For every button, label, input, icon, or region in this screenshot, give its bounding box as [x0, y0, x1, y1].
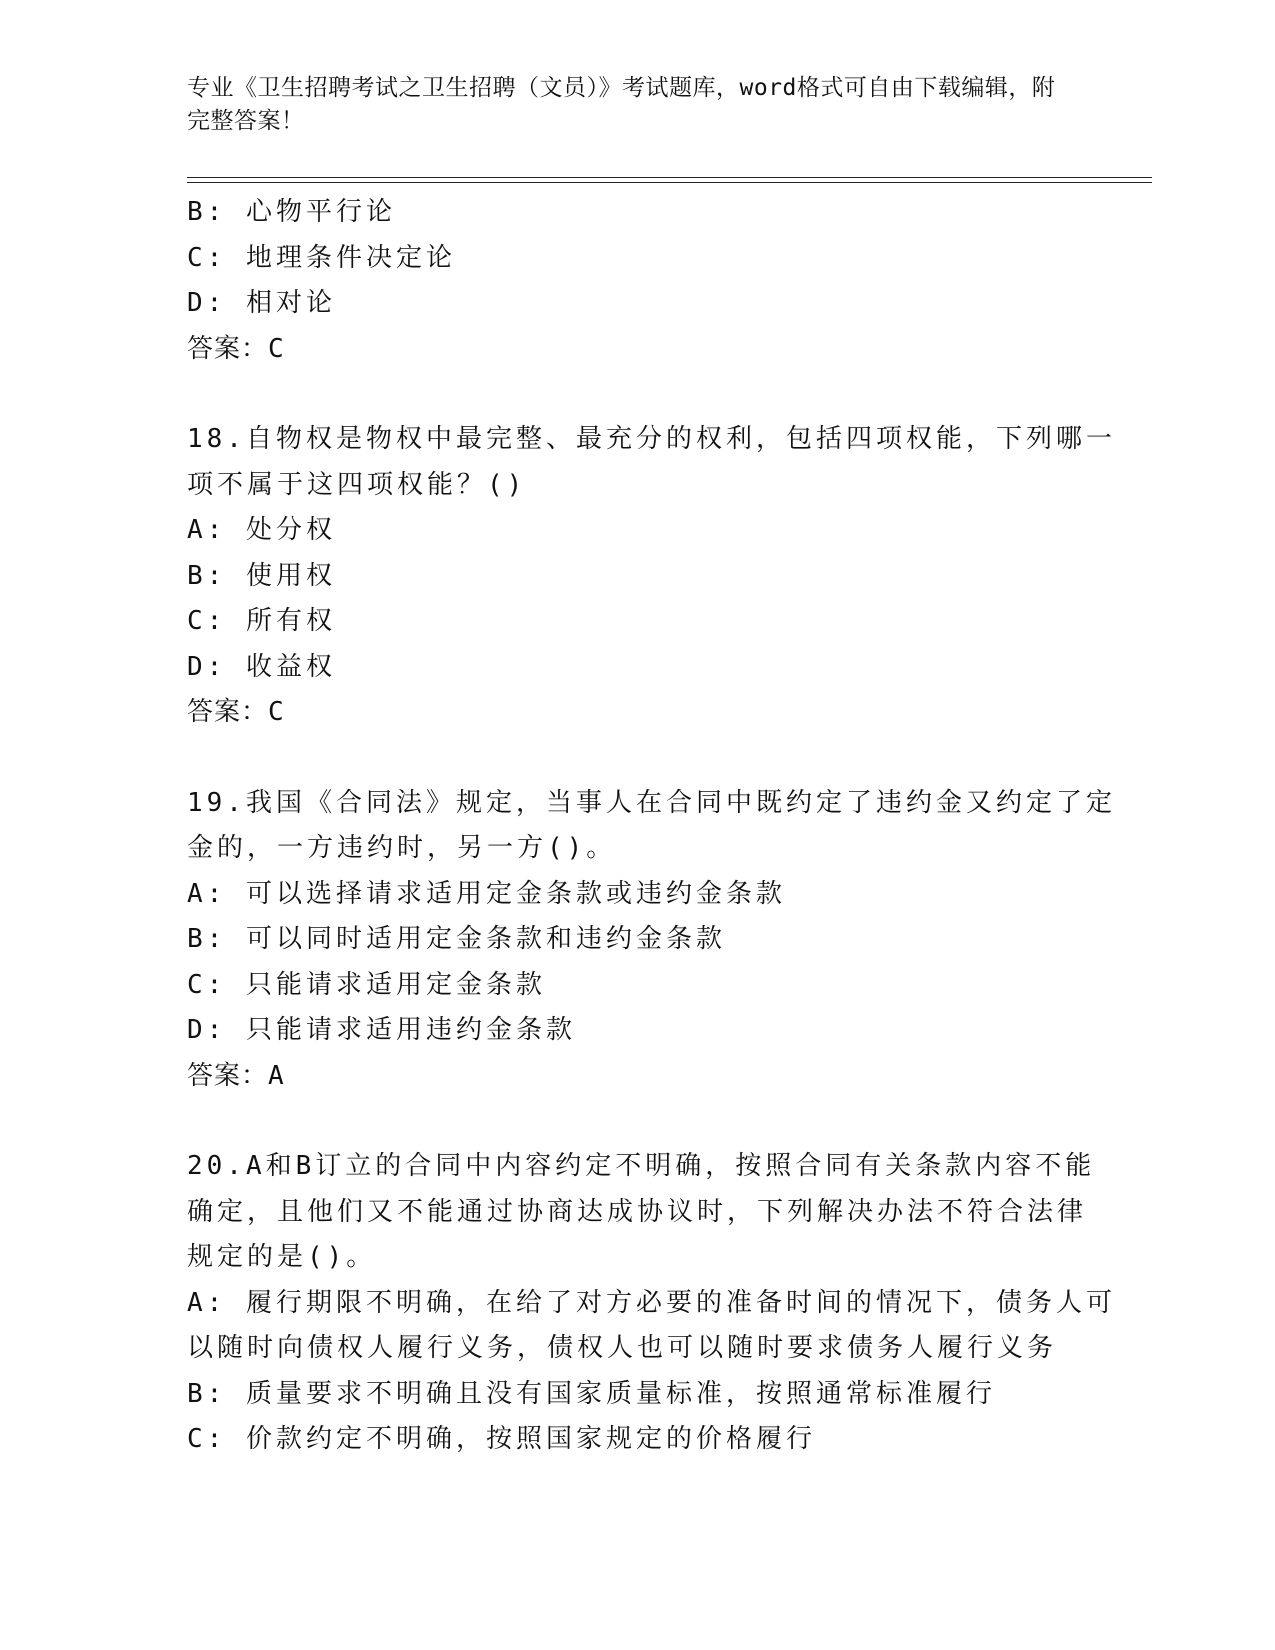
- option-d: D: 收益权: [187, 651, 336, 682]
- option-d: D: 相对论: [187, 288, 336, 318]
- document-header: 专业《卫生招聘考试之卫生招聘（文员）》考试题库，word格式可自由下载编辑，附完整答案！: [187, 75, 1056, 134]
- option-a: A: 处分权: [187, 515, 336, 545]
- question-20: [187, 1144, 1116, 1463]
- header-rule-top: [187, 177, 1152, 178]
- option-c: C: 所有权: [187, 606, 336, 636]
- question-17-continuation: [187, 190, 1087, 372]
- question-text-line: 确定，且他们又不能通过协商达成协议时，下列解决办法不符合法律: [187, 1196, 1088, 1227]
- question-19: [187, 781, 1116, 1100]
- question-text-line: 19.我国《合同法》规定，当事人在合同中既约定了违约金又约定了定: [187, 787, 1116, 818]
- option-c: C: 只能请求适用定金条款: [187, 969, 546, 1000]
- question-content: [187, 190, 1116, 1463]
- question-text-line: 18.自物权是物权中最完整、最充分的权利，包括四项权能，下列哪一: [187, 424, 1116, 454]
- question-text-line: 20.A和B订立的合同中内容约定不明确，按照合同有关条款内容不能: [187, 1151, 1096, 1181]
- option-a: A: 履行期限不明确，在给了对方必要的准备时间的情况下，债务人可: [187, 1287, 1116, 1318]
- answer-line: 答案：A: [187, 1060, 285, 1091]
- option-b: B: 质量要求不明确且没有国家质量标准，按照通常标准履行: [187, 1378, 996, 1409]
- option-c: C: 地理条件决定论: [187, 242, 456, 273]
- option-b: B: 使用权: [187, 560, 336, 591]
- question-text-line: 规定的是()。: [187, 1242, 377, 1272]
- option-a-continued: 以随时向债权人履行义务，债权人也可以随时要求债务人履行义务: [187, 1333, 1058, 1363]
- option-d: D: 只能请求适用违约金条款: [187, 1015, 576, 1045]
- question-18: [187, 417, 1116, 736]
- question-text-line: 项不属于这四项权能？(): [187, 469, 527, 500]
- question-text-line: 金的，一方违约时，另一方()。: [187, 833, 617, 863]
- option-b: B: 可以同时适用定金条款和违约金条款: [187, 924, 726, 954]
- answer-line: 答案：C: [187, 333, 285, 364]
- option-c: C: 价款约定不明确，按照国家规定的价格履行: [187, 1424, 816, 1454]
- option-b: B: 心物平行论: [187, 197, 396, 227]
- header-rule-bottom: [187, 182, 1152, 183]
- option-a: A: 可以选择请求适用定金条款或违约金条款: [187, 878, 786, 909]
- answer-line: 答案：C: [187, 697, 285, 727]
